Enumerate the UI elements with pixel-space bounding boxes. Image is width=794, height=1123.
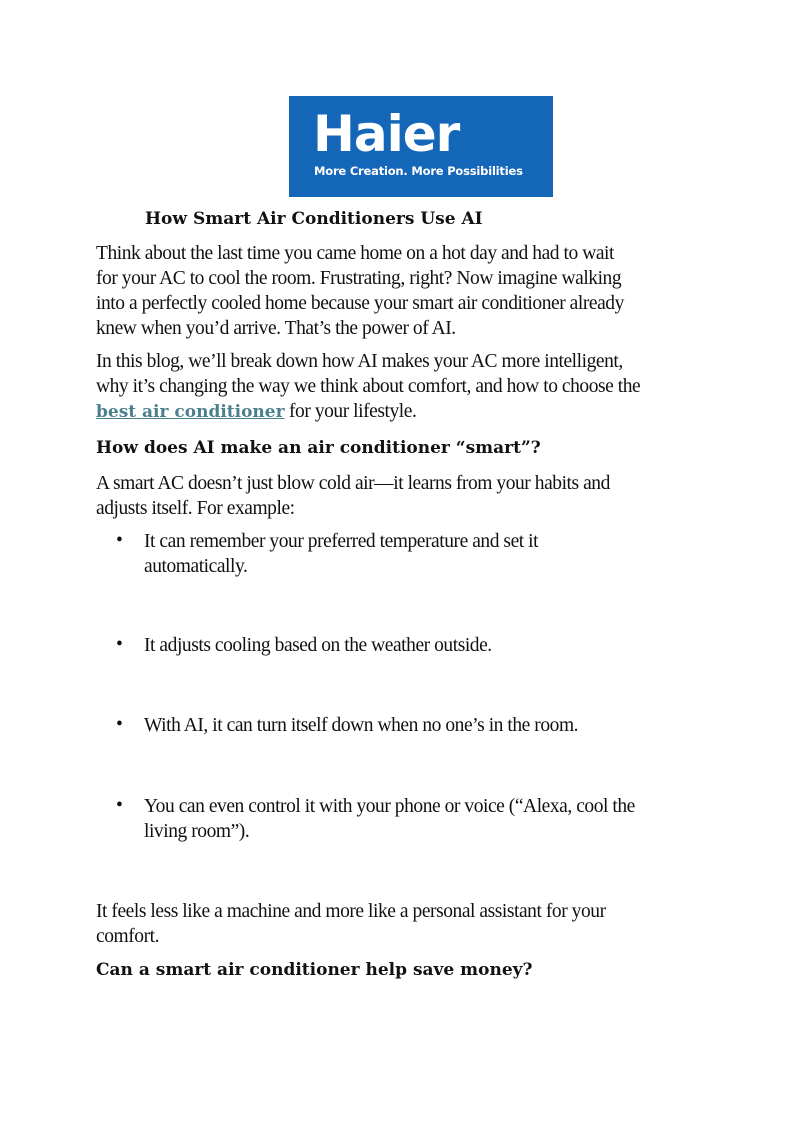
bullet-item-line: living room”). [144, 821, 250, 842]
bullet-icon: • [116, 634, 123, 655]
para2-line: why it’s changing the way we think about comfort, and how to choose the [96, 376, 641, 397]
closing-line: It feels less like a machine and more like a personal assistant for your [96, 901, 606, 922]
bullet-item-line: You can even control it with your phone or voice (“Alexa, cool the [144, 796, 635, 817]
para2-line: In this blog, we’ll break down how AI makes your AC more intelligent, [96, 351, 623, 372]
intro-line: Think about the last time you came home on a hot day and had to wait [96, 243, 614, 264]
best-air-conditioner-link[interactable]: best air conditioner [96, 402, 285, 422]
bullet-item-line: With AI, it can turn itself down when no one’s in the room. [144, 715, 579, 736]
bullet-icon: • [116, 714, 123, 735]
intro-line: into a perfectly cooled home because your smart air conditioner already [96, 293, 624, 314]
haier-logo [289, 96, 553, 197]
article-title: How Smart Air Conditioners Use AI [145, 209, 483, 229]
bullet-item-line: It adjusts cooling based on the weather outside. [144, 635, 492, 656]
para2-after-link: for your lifestyle. [284, 401, 417, 422]
bullet-icon: • [116, 530, 123, 551]
para2-line-3 [96, 400, 416, 425]
section1-line: A smart AC doesn’t just blow cold air—it learns from your habits and [96, 473, 610, 494]
section1-heading: How does AI make an air conditioner “smart”? [96, 438, 541, 458]
logo-tagline: More Creation. More Possibilities [314, 164, 523, 178]
section2-heading: Can a smart air conditioner help save money? [96, 960, 533, 980]
intro-line: knew when you’d arrive. That’s the power of AI. [96, 318, 456, 339]
bullet-item-line: It can remember your preferred temperature and set it [144, 531, 539, 552]
intro-line: for your AC to cool the room. Frustrating, right? Now imagine walking [96, 268, 622, 289]
closing-line: comfort. [96, 926, 160, 947]
logo-brand: Haier [313, 105, 460, 163]
section1-line: adjusts itself. For example: [96, 498, 295, 519]
bullet-icon: • [116, 795, 123, 816]
bullet-item-line: automatically. [144, 556, 248, 577]
